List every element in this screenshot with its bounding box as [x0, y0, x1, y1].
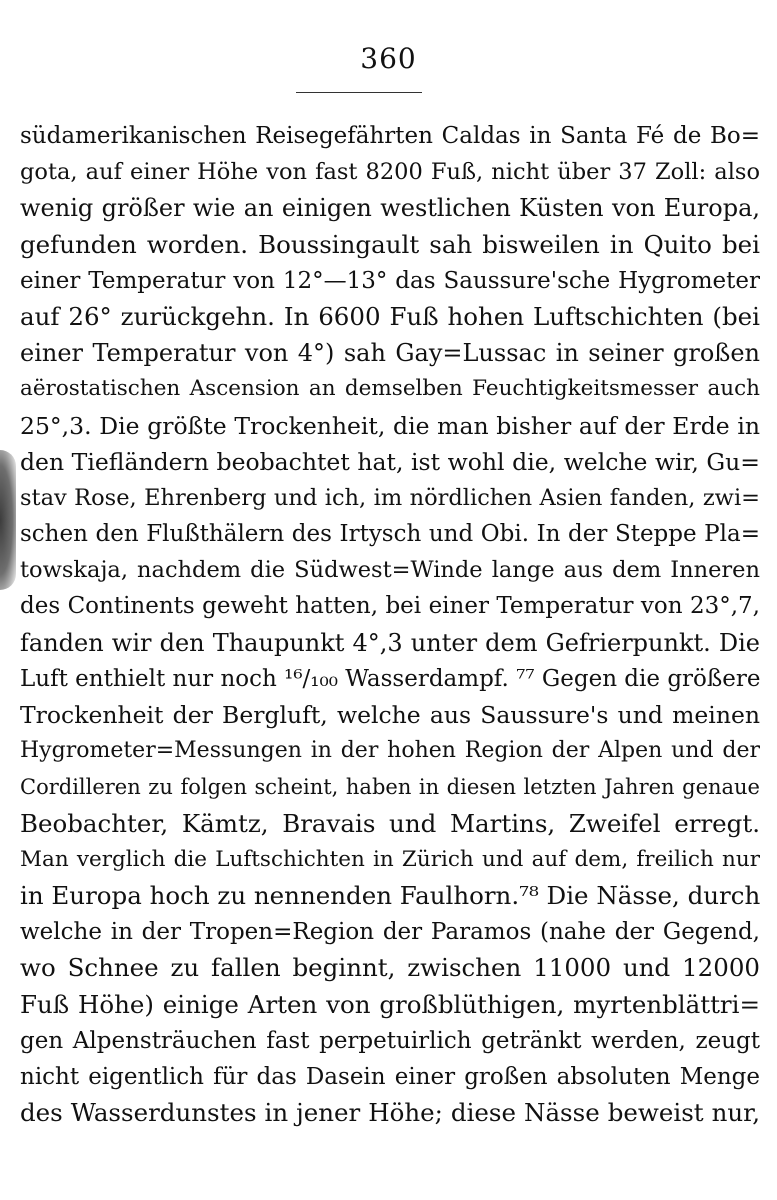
- text-line: südamerikanischen Reisegefährten Caldas in Santa Fé de Bo=: [20, 123, 760, 149]
- text-line: des Wasserdunstes in jener Höhe; diese Nässe beweist nur,: [20, 1098, 760, 1128]
- text-line: wo Schnee zu fallen beginnt, zwischen 11000 und 12000: [20, 953, 760, 983]
- text-line: stav Rose, Ehrenberg und ich, im nördlichen Asien fanden, zwi=: [20, 484, 760, 511]
- body-text: [20, 118, 760, 1131]
- page-fold-shadow: [0, 450, 16, 590]
- page-number: 360: [360, 42, 417, 75]
- text-line: nicht eigentlich für das Dasein einer großen absoluten Menge: [20, 1063, 760, 1090]
- text-line: schen den Flußthälern des Irtysch und Obi. In der Steppe Pla=: [20, 521, 760, 548]
- text-line: Hygrometer=Messungen in der hohen Region der Alpen und der: [20, 738, 760, 764]
- text-line: Cordilleren zu folgen scheint, haben in diesen letzten Jahren genaue: [20, 775, 760, 800]
- text-line: towskaja, nachdem die Südwest=Winde lange aus dem Inneren: [20, 557, 760, 584]
- header-rule: [296, 92, 422, 93]
- text-line: Man verglich die Luftschichten in Zürich und auf dem, freilich nur: [20, 846, 760, 872]
- text-line: auf 26° zurückgehn. In 6600 Fuß hohen Luftschichten (bei: [20, 301, 760, 331]
- text-line: den Tiefländern beobachtet hat, ist wohl die, welche wir, Gu=: [20, 447, 760, 476]
- text-line: 25°,3. Die größte Trockenheit, die man bisher auf der Erde in: [20, 411, 760, 440]
- text-line: wenig größer wie an einigen westlichen Küsten von Europa,: [20, 194, 760, 223]
- text-line: Beobachter, Kämtz, Bravais und Martins, Zweifel erregt.: [20, 808, 760, 838]
- text-line: Trockenheit der Bergluft, welche aus Saussure's und meinen: [20, 701, 760, 729]
- text-line: gota, auf einer Höhe von fast 8200 Fuß, nicht über 37 Zoll: also: [20, 159, 760, 186]
- text-line: welche in der Tropen=Region der Paramos (nahe der Gegend,: [20, 919, 760, 946]
- text-line: Fuß Höhe) einige Arten von großblüthigen, myrtenblättri=: [20, 989, 760, 1019]
- text-line: gen Alpensträuchen fast perpetuirlich getränkt werden, zeugt: [20, 1027, 760, 1054]
- text-line: in Europa hoch zu nennenden Faulhorn.⁷⁸ Die Nässe, durch: [20, 880, 760, 910]
- text-line: Luft enthielt nur noch ¹⁶/₁₀₀ Wasserdampf. ⁷⁷ Gegen die größere: [20, 665, 760, 692]
- text-line: aërostatischen Ascension an demselben Feuchtigkeitsmesser auch: [20, 376, 760, 402]
- text-line: gefunden worden. Boussingault sah bisweilen in Quito bei: [20, 229, 760, 259]
- text-line: des Continents geweht hatten, bei einer Temperatur von 23°,7,: [20, 593, 760, 620]
- text-line: einer Temperatur von 12°—13° das Saussure'sche Hygrometer: [20, 267, 760, 294]
- text-line: fanden wir den Thaupunkt 4°,3 unter dem Gefrierpunkt. Die: [20, 628, 760, 657]
- text-line: einer Temperatur von 4°) sah Gay=Lussac in seiner großen: [20, 339, 760, 368]
